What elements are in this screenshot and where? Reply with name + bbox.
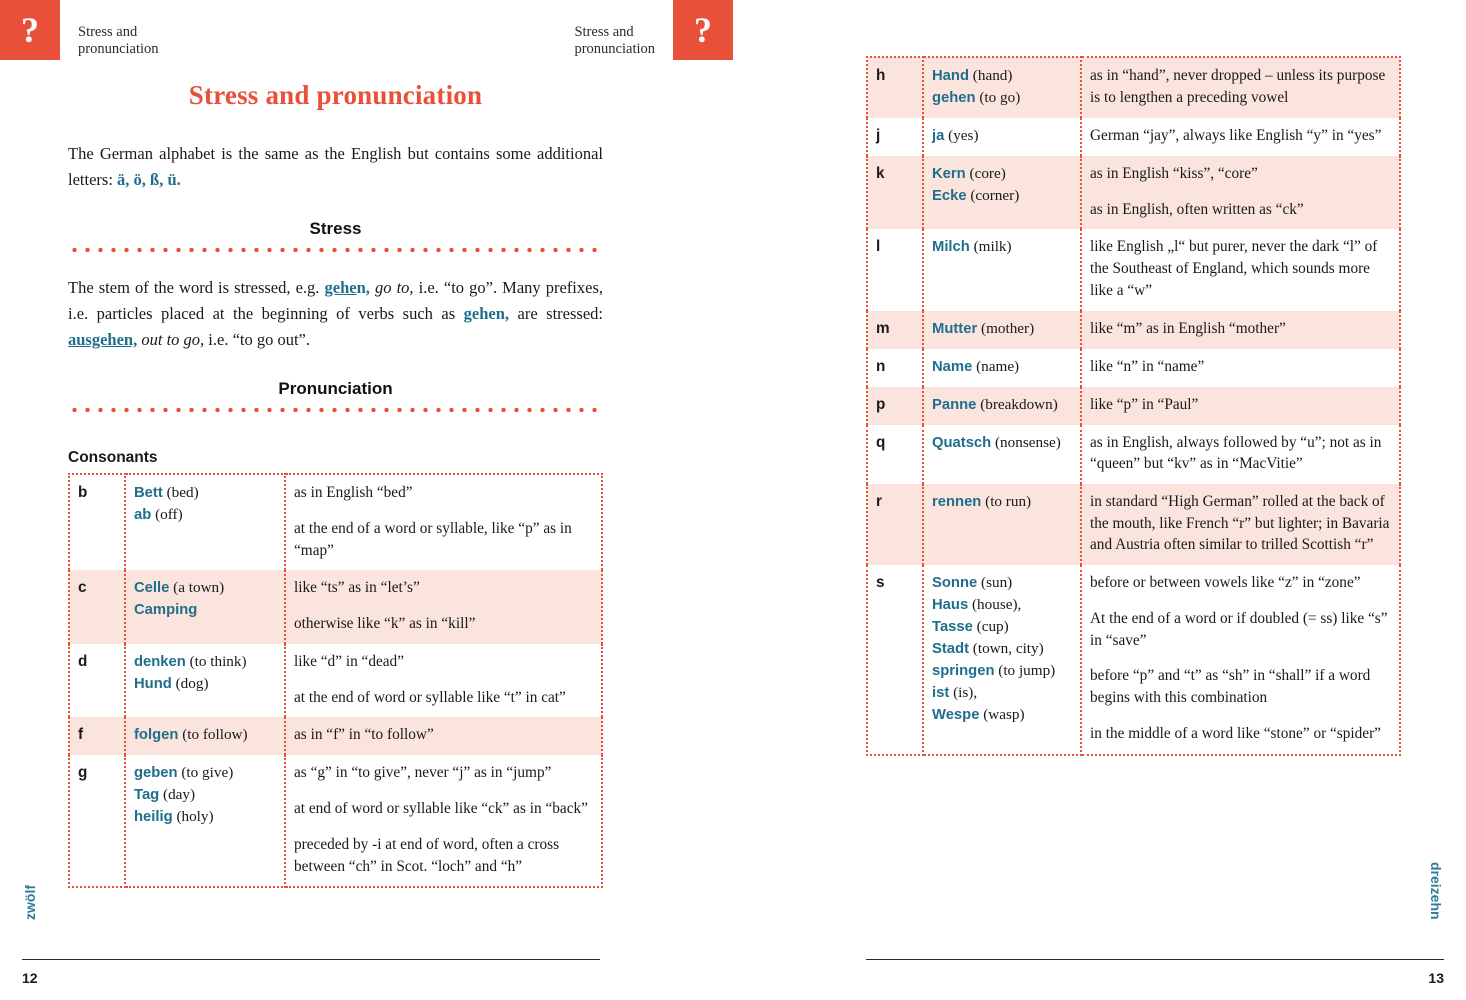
stress-example-3: ausgehen, [68,330,138,350]
german-word: geben [134,765,178,782]
example-word [932,394,1072,416]
german-word: Stadt [932,641,969,658]
pronunciation-note: at the end of word or syllable like “t” in cat” [294,688,566,706]
note-spacer [294,673,593,687]
german-word: Tag [134,787,160,804]
table-row [867,349,1400,387]
table-row [867,156,1400,229]
example-word-cell [923,229,1081,310]
word-gloss: (holy) [172,808,214,826]
page-number-left: 12 [22,970,38,986]
stress-text-4: i.e. “to go out”. [204,330,311,350]
table-row [867,118,1400,156]
running-head-left: Stress and pronunciation [78,24,159,57]
example-word [134,806,276,828]
pronunciation-note: like “p” in “Paul” [1090,395,1199,413]
german-word: Bett [134,485,163,502]
pronunciation-note-cell [1081,484,1400,565]
example-word [932,125,1072,147]
german-word: Sonne [932,575,978,592]
example-word [932,87,1072,109]
pronunciation-note: as in “hand”, never dropped – unless its purpose is to lengthen a preceding vowel [1090,67,1386,106]
letter-cell: r [867,484,923,565]
word-gloss: (sun) [977,574,1013,592]
intro-text: The German alphabet is the same as the English but contains some additional letters: [68,144,603,190]
german-word: Haus [932,597,969,614]
left-page-content [68,66,603,888]
pronunciation-note: as in “f” in “to follow” [294,726,434,744]
german-word: folgen [134,727,179,744]
consonants-label: Consonants [68,449,158,467]
note-spacer [294,504,593,518]
example-word [932,594,1072,616]
pronunciation-note-cell [1081,229,1400,310]
table-row [69,644,602,717]
example-word-cell [923,156,1081,229]
stress-example-ending: n, [356,278,370,298]
table-row [867,57,1400,118]
letter-cell: j [867,118,923,156]
stress-text-1: The stem of the word is stressed, e.g. [68,278,325,298]
pronunciation-note: At the end of a word or if doubled (= ss) like “s” in “save” [1090,609,1388,649]
letter-cell: p [867,387,923,425]
pronunciation-note-cell [285,717,602,755]
pronunciation-note: as “g” in “to give”, never “j” as in “jump” [294,764,552,782]
pronunciation-note: before “p” and “t” as “sh” in “shall” if a word begins with this combination [1090,667,1371,707]
german-word: Name [932,358,973,375]
note-spacer [294,599,593,613]
pronunciation-note: at the end of a word or syllable, like “p” as in “map” [294,520,572,559]
german-word: ist [932,685,950,702]
pronunciation-note-cell [1081,118,1400,156]
footer-rule-left [22,959,600,960]
letter-cell: d [69,644,125,717]
letter-cell: f [69,717,125,755]
pronunciation-note-cell [1081,156,1400,229]
pronunciation-note: at end of word or syllable like “ck” as in “back” [294,800,588,818]
pronunciation-note: preceded by -i at end of word, often a cross between “ch” in Scot. “loch” and “h” [294,835,560,875]
special-letters: ä, ö, ß, ü. [117,170,181,190]
example-word [932,660,1072,682]
german-word: Kern [932,166,966,182]
dotted-divider-2 [68,407,603,413]
german-word: heilig [134,809,173,826]
side-tab-right: dreizehn [1428,862,1444,920]
pronunciation-note: in standard “High German” rolled at the back of the mouth, like French “r” but lighter; in Bavaria and Austria often similar to trilled Scottish “r” [1090,493,1390,554]
german-word: Tasse [932,619,973,636]
example-word [134,762,276,784]
table-row [69,755,602,887]
pronunciation-heading: Pronunciation [278,379,393,399]
table-row [867,229,1400,310]
example-word-cell [923,311,1081,349]
right-page [574,0,1466,1000]
example-word [134,577,276,599]
word-gloss: (to follow) [178,726,248,744]
pronunciation-note: like “m” as in English “mother” [1090,319,1286,337]
stress-example-stem: gehe [324,278,357,298]
german-word: Panne [932,396,977,413]
example-word [134,599,276,621]
german-word: Celle [134,580,170,597]
word-gloss: (is), [949,684,978,702]
german-word: rennen [932,494,982,511]
right-page-content [866,56,1401,756]
pronunciation-note: otherwise like “k” as in “kill” [294,615,476,633]
example-word-cell [125,644,285,717]
example-word [134,673,276,695]
pronunciation-note: like “ts” as in “let’s” [294,579,420,597]
letter-cell: k [867,156,923,229]
example-word [134,724,276,746]
example-word [134,482,276,504]
example-word [134,504,276,526]
pronunciation-note-cell [1081,387,1400,425]
example-word [932,704,1072,726]
example-word [932,163,1072,185]
pronunciation-note-cell [1081,565,1400,754]
table-row [69,717,602,755]
letter-cell: h [867,57,923,118]
german-word: Quatsch [932,434,992,451]
word-gloss: (wasp) [979,706,1025,724]
pronunciation-note-cell [1081,311,1400,349]
letter-cell: n [867,349,923,387]
pronunciation-note-cell [285,644,602,717]
german-word: ab [134,507,152,524]
stress-heading: Stress [309,219,362,239]
table-row [867,425,1400,484]
example-word [932,236,1072,258]
pronunciation-note-cell [285,570,602,643]
example-word-cell [923,57,1081,118]
example-word-cell [923,484,1081,565]
pronunciation-note: as in English “kiss”, “core” [1090,165,1258,182]
german-word: Wespe [932,707,980,724]
page-number-right: 13 [1428,970,1444,986]
word-gloss: (town, city) [969,640,1044,658]
running-head-right: Stress and pronunciation [574,24,656,57]
stress-text-3: are stressed: [509,304,603,324]
example-word [932,638,1072,660]
german-word: springen [932,663,995,680]
word-gloss: (to give) [177,764,234,782]
letter-cell: s [867,565,923,754]
pronunciation-note: as in English “bed” [294,484,413,502]
example-word [932,356,1072,378]
word-gloss: (to run) [981,493,1032,511]
word-gloss: (house), [968,596,1022,614]
table-row [69,474,602,570]
footer-rule-right [866,959,1444,960]
german-word: Milch [932,239,970,256]
letter-cell: m [867,311,923,349]
word-gloss: (dog) [171,674,209,692]
pronunciation-note: like “n” in “name” [1090,357,1205,375]
note-spacer [294,784,593,798]
question-mark-icon: ? [673,0,733,60]
note-spacer [1090,651,1391,665]
word-gloss: (bed) [162,484,199,502]
page-title: Stress and pronunciation [188,80,483,110]
stress-example-2: gehen, [463,304,510,324]
example-word-cell [923,565,1081,754]
pronunciation-note: like “d” in “dead” [294,652,404,670]
example-word-cell [125,570,285,643]
stress-text-2: i.e. “to go”. Many prefixes, i.e. particles placed at the beginning of verbs such as [68,278,603,324]
pronunciation-note-cell [1081,57,1400,118]
pronunciation-note-cell [285,755,602,887]
side-tab-left: zwölf [22,885,38,920]
table-row [867,387,1400,425]
example-word [932,572,1072,594]
example-word-cell [923,349,1081,387]
example-word-cell [125,717,285,755]
stress-paragraph [68,275,603,353]
german-word: gehen [932,90,976,106]
german-word: ja [932,128,945,144]
intro-paragraph [68,141,603,193]
pronunciation-note: in the middle of a word like “stone” or “spider” [1090,724,1381,742]
example-word [932,616,1072,638]
example-word [134,784,276,806]
german-word: Hand [932,68,969,84]
example-word [134,651,276,673]
word-gloss: (breakdown) [976,395,1058,413]
example-word-cell [923,387,1081,425]
word-gloss: (a town) [169,579,225,597]
pronunciation-note: as in English, often written as “ck” [1090,200,1304,218]
letter-cell: c [69,570,125,643]
german-word: Camping [134,602,198,619]
letter-cell: g [69,755,125,887]
german-word: denken [134,653,186,670]
table-row [867,565,1400,754]
word-gloss: (to jump) [994,662,1056,680]
word-gloss: (cup) [972,618,1009,636]
word-gloss: (milk) [969,238,1012,256]
letter-cell: q [867,425,923,484]
note-spacer [294,820,593,834]
word-gloss: (nonsense) [991,433,1061,451]
german-word: Mutter [932,320,978,337]
word-gloss: (to go) [975,89,1021,106]
table-row [867,484,1400,565]
consonant-table-left [68,473,603,888]
word-gloss: (corner) [966,187,1020,204]
note-spacer [1090,594,1391,608]
pronunciation-note: as in English, always followed by “u”; not as in “queen” but “kv” as in “MacVitie” [1090,433,1382,473]
pronunciation-note-cell [1081,349,1400,387]
question-mark-icon: ? [0,0,60,60]
example-word [932,432,1072,454]
word-gloss: (yes) [944,127,979,144]
table-row [867,311,1400,349]
german-word: Ecke [932,188,967,204]
example-word [932,318,1072,340]
stress-example-gloss: go to, [375,278,414,298]
example-word [932,682,1072,704]
letter-cell: l [867,229,923,310]
table-row [69,570,602,643]
pronunciation-note-cell [1081,425,1400,484]
example-word-cell [125,474,285,570]
pronunciation-note: like English „l“ but purer, never the dark “l” of the Southeast of England, which sounds more like a “w” [1090,238,1378,299]
example-word [932,65,1072,87]
pronunciation-note: before or between vowels like “z” in “zone” [1090,574,1361,592]
letter-cell: b [69,474,125,570]
german-word: Hund [134,675,172,692]
note-spacer [1090,185,1391,199]
stress-example-3-gloss: out to go, [141,330,205,350]
word-gloss: (to think) [185,652,247,670]
word-gloss: (off) [151,506,183,524]
example-word-cell [923,118,1081,156]
consonant-table-right [866,56,1401,756]
example-word [932,491,1072,513]
word-gloss: (core) [965,165,1006,182]
word-gloss: (mother) [977,319,1035,337]
dotted-divider [68,247,603,253]
example-word [932,185,1072,207]
note-spacer [1090,709,1391,723]
word-gloss: (hand) [969,67,1013,84]
pronunciation-note: German “jay”, always like English “y” in “yes” [1090,127,1382,144]
example-word-cell [923,425,1081,484]
pronunciation-note-cell [285,474,602,570]
word-gloss: (name) [972,357,1020,375]
example-word-cell [125,755,285,887]
word-gloss: (day) [159,786,196,804]
